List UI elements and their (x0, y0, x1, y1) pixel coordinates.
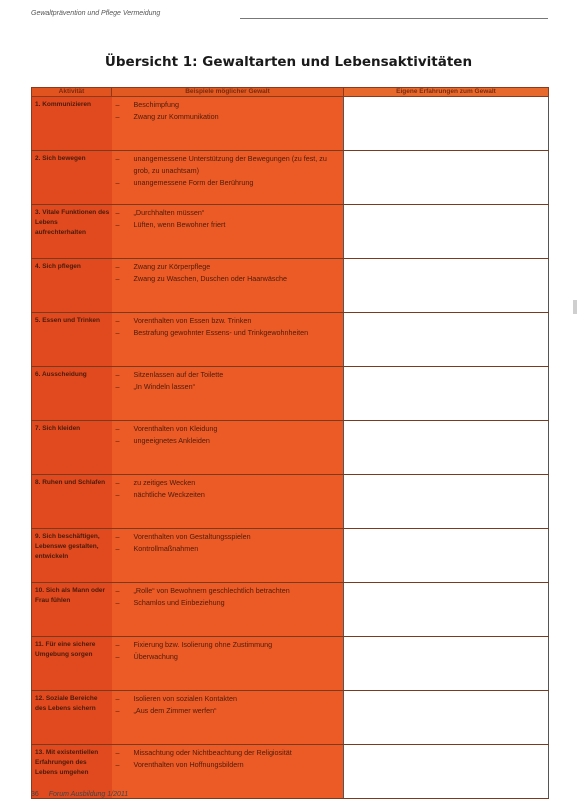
running-head: Gewaltprävention und Pflege Vermeidung (31, 10, 161, 17)
page-title: Übersicht 1: Gewaltarten und Lebensaktivitäten (104, 54, 473, 70)
example-text: Vorenthalten von Kleidung (133, 424, 218, 433)
list-item (116, 651, 338, 663)
example-text: „Durchhalten müssen“ (133, 208, 205, 217)
example-text: Schamlos und Einbeziehung (133, 598, 225, 607)
examples-cell (112, 745, 344, 799)
page-number: 36 (31, 791, 39, 798)
dash-bullet-icon: – (115, 154, 120, 163)
table-row (32, 637, 549, 691)
page-edge-mark (573, 300, 577, 314)
example-text: ungeeignetes Ankleiden (133, 436, 210, 445)
examples-cell (112, 421, 344, 475)
examples-cell (112, 583, 344, 637)
column-header-own-experiences: Eigene Erfahrungen zum Gewalt (344, 88, 549, 97)
examples-list (116, 369, 338, 393)
examples-list (116, 585, 338, 609)
own-experience-field[interactable] (344, 583, 549, 637)
example-text: Vorenthalten von Essen bzw. Trinken (133, 316, 252, 325)
dash-bullet-icon: – (115, 382, 120, 391)
dash-bullet-icon: – (115, 220, 120, 229)
list-item (116, 597, 338, 609)
list-item (116, 153, 338, 177)
list-item (116, 477, 338, 489)
column-header-activity: Aktivität (32, 88, 112, 97)
examples-list (116, 153, 338, 189)
list-item (116, 207, 338, 219)
table-row (32, 421, 549, 475)
example-text: Vorenthalten von Gestaltungsspielen (133, 532, 251, 541)
activity-cell: 1. Kommunizieren (32, 97, 112, 151)
own-experience-field[interactable] (344, 421, 549, 475)
table-row (32, 367, 549, 421)
list-item (116, 543, 338, 555)
list-item (116, 435, 338, 447)
table-row (32, 151, 549, 205)
examples-list (116, 315, 338, 339)
table-row (32, 583, 549, 637)
example-text: Isolieren von sozialen Kontakten (133, 694, 237, 703)
list-item (116, 531, 338, 543)
own-experience-field[interactable] (344, 151, 549, 205)
own-experience-field[interactable] (344, 259, 549, 313)
table-row (32, 313, 549, 367)
list-item (116, 489, 338, 501)
example-text: Missachtung oder Nichtbeachtung der Religiosität (133, 748, 292, 757)
dash-bullet-icon: – (115, 760, 120, 769)
activity-cell: 8. Ruhen und Schlafen (32, 475, 112, 529)
example-text: Vorenthalten von Hoffnungsbildern (133, 760, 244, 769)
table-row (32, 691, 549, 745)
example-text: unangemessene Form der Berührung (133, 178, 254, 187)
example-text: „In Windeln lassen“ (133, 382, 196, 391)
list-item (116, 423, 338, 435)
example-text: Sitzenlassen auf der Toilette (133, 370, 224, 379)
dash-bullet-icon: – (115, 532, 120, 541)
table-row (32, 205, 549, 259)
list-item (116, 111, 338, 123)
dash-bullet-icon: – (115, 274, 120, 283)
list-item (116, 327, 338, 339)
examples-cell (112, 97, 344, 151)
list-item (116, 381, 338, 393)
examples-cell (112, 367, 344, 421)
dash-bullet-icon: – (115, 652, 120, 661)
examples-cell (112, 259, 344, 313)
dash-bullet-icon: – (115, 100, 120, 109)
dash-bullet-icon: – (115, 112, 120, 121)
examples-list (116, 207, 338, 231)
own-experience-field[interactable] (344, 529, 549, 583)
example-text: Zwang zu Waschen, Duschen oder Haarwäsche (133, 274, 288, 283)
list-item (116, 759, 338, 771)
example-text: Überwachung (133, 652, 178, 661)
dash-bullet-icon: – (115, 262, 120, 271)
publication-name: Forum Ausbildung 1/2011 (48, 791, 129, 798)
examples-cell (112, 151, 344, 205)
examples-cell (112, 637, 344, 691)
example-text: Lüften, wenn Bewohner friert (133, 220, 226, 229)
list-item (116, 219, 338, 231)
example-text: Zwang zur Körperpflege (133, 262, 211, 271)
dash-bullet-icon: – (115, 208, 120, 217)
dash-bullet-icon: – (115, 748, 120, 757)
list-item (116, 747, 338, 759)
table-header-row (32, 88, 549, 97)
header-rule (240, 18, 548, 19)
examples-list (116, 693, 338, 717)
examples-list (116, 639, 338, 663)
list-item (116, 693, 338, 705)
dash-bullet-icon: – (115, 370, 120, 379)
own-experience-field[interactable] (344, 637, 549, 691)
example-text: nächtliche Weckzeiten (133, 490, 205, 499)
table-row (32, 259, 549, 313)
list-item (116, 585, 338, 597)
activity-cell: 5. Essen und Trinken (32, 313, 112, 367)
list-item (116, 369, 338, 381)
activity-cell: 9. Sich beschäftigen, Lebenswe gestalten, entwickeln (32, 529, 112, 583)
examples-list (116, 477, 338, 501)
activity-cell: 13. Mit existentiellen Erfahrungen des Lebens umgehen (32, 745, 112, 799)
own-experience-field[interactable] (344, 313, 549, 367)
list-item (116, 705, 338, 717)
activity-cell: 10. Sich als Mann oder Frau fühlen (32, 583, 112, 637)
own-experience-field[interactable] (344, 691, 549, 745)
activity-cell: 12. Soziale Bereiche des Lebens sichern (32, 691, 112, 745)
own-experience-field[interactable] (344, 475, 549, 529)
example-text: Bestrafung gewohnter Essens- und Trinkgewohnheiten (133, 328, 309, 337)
examples-list (116, 99, 338, 123)
examples-cell (112, 475, 344, 529)
dash-bullet-icon: – (115, 478, 120, 487)
examples-list (116, 423, 338, 447)
dash-bullet-icon: – (115, 706, 120, 715)
page-footer (31, 791, 128, 798)
overview-table (31, 87, 549, 799)
examples-list (116, 261, 338, 285)
column-header-examples: Beispiele möglicher Gewalt (112, 88, 344, 97)
table-row (32, 475, 549, 529)
example-text: Zwang zur Kommunikation (133, 112, 219, 121)
dash-bullet-icon: – (115, 490, 120, 499)
dash-bullet-icon: – (115, 424, 120, 433)
example-text: Beschimpfung (133, 100, 180, 109)
example-text: „Aus dem Zimmer werfen“ (133, 706, 217, 715)
list-item (116, 315, 338, 327)
example-text: Fixierung bzw. Isolierung ohne Zustimmung (133, 640, 273, 649)
activity-cell: 2. Sich bewegen (32, 151, 112, 205)
activity-cell: 4. Sich pflegen (32, 259, 112, 313)
list-item (116, 261, 338, 273)
list-item (116, 99, 338, 111)
activity-cell: 7. Sich kleiden (32, 421, 112, 475)
table-row (32, 97, 549, 151)
table-row (32, 529, 549, 583)
activity-cell: 3. Vitale Funktionen des Lebens aufrechterhalten (32, 205, 112, 259)
dash-bullet-icon: – (115, 436, 120, 445)
own-experience-field[interactable] (344, 367, 549, 421)
activity-cell: 11. Für eine sichere Umgebung sorgen (32, 637, 112, 691)
own-experience-field[interactable] (344, 97, 549, 151)
activity-cell: 6. Ausscheidung (32, 367, 112, 421)
dash-bullet-icon: – (115, 694, 120, 703)
dash-bullet-icon: – (115, 316, 120, 325)
dash-bullet-icon: – (115, 586, 120, 595)
dash-bullet-icon: – (115, 178, 120, 187)
list-item (116, 639, 338, 651)
list-item (116, 177, 338, 189)
examples-cell (112, 205, 344, 259)
examples-list (116, 531, 338, 555)
example-text: „Rolle“ von Bewohnern geschlechtlich betrachten (133, 586, 290, 595)
dash-bullet-icon: – (115, 328, 120, 337)
examples-cell (112, 691, 344, 745)
example-text: zu zeitiges Wecken (133, 478, 196, 487)
dash-bullet-icon: – (115, 544, 120, 553)
examples-cell (112, 313, 344, 367)
own-experience-field[interactable] (344, 205, 549, 259)
example-text: Kontrollmaßnahmen (133, 544, 199, 553)
example-text: unangemessene Unterstützung der Bewegungen (zu fest, zu grob, zu unachtsam) (133, 154, 327, 175)
list-item (116, 273, 338, 285)
examples-list (116, 747, 338, 771)
own-experience-field[interactable] (344, 745, 549, 799)
dash-bullet-icon: – (115, 640, 120, 649)
dash-bullet-icon: – (115, 598, 120, 607)
examples-cell (112, 529, 344, 583)
